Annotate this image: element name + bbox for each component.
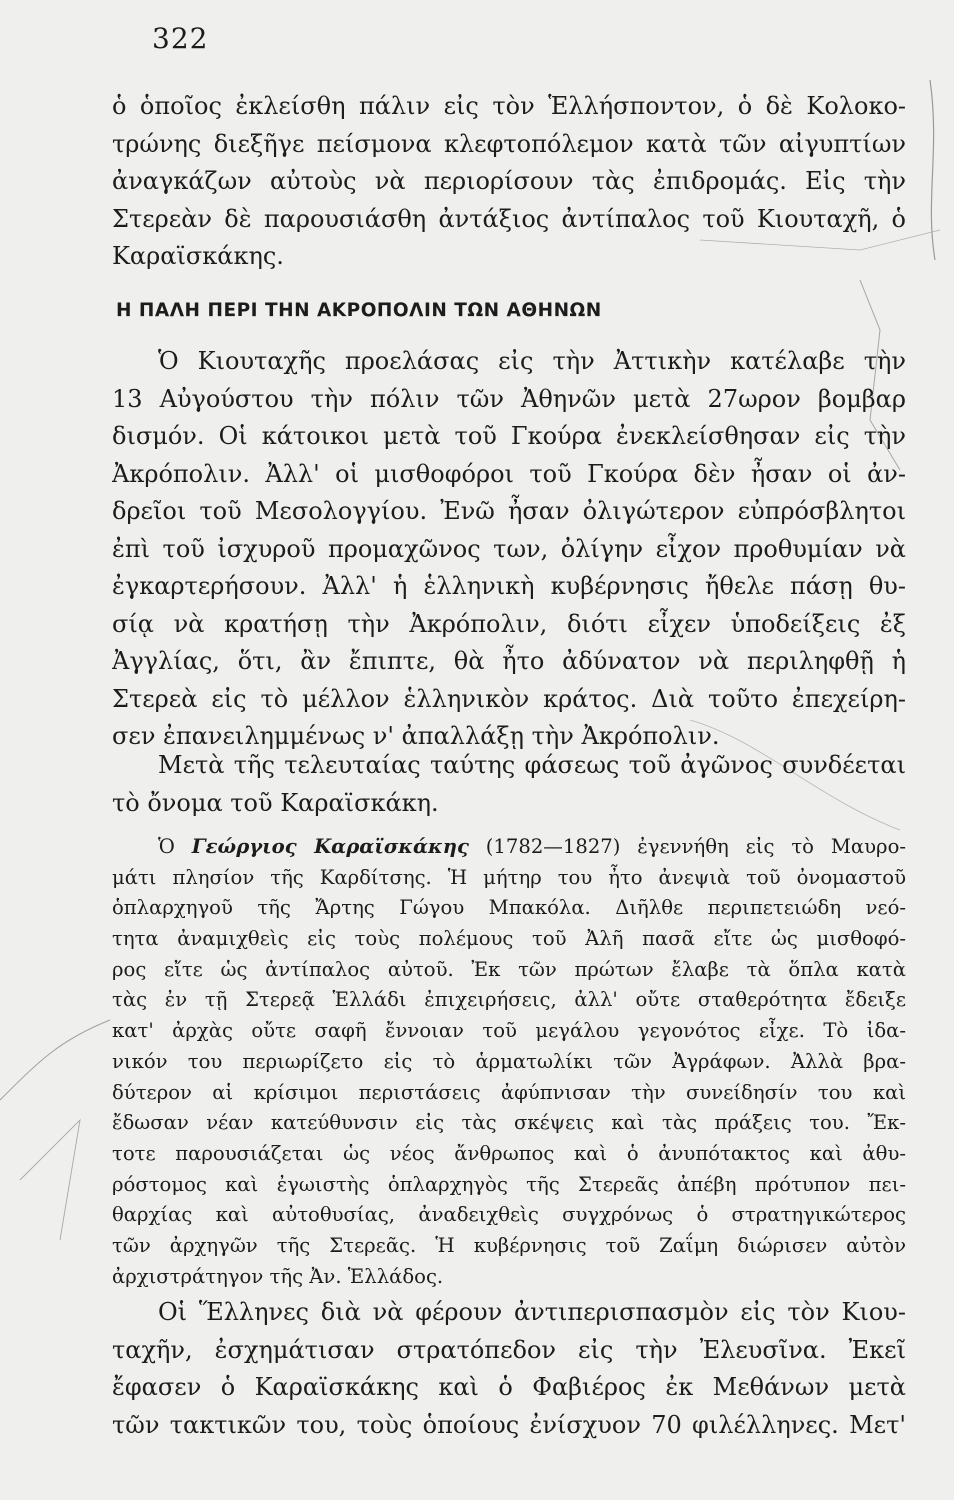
text-line: ἔδωσαν νέαν κατεύθυνσιν εἰς τὰς σκέψεις καὶ τὰς πράξεις του. Ἔκ- xyxy=(112,1111,906,1135)
text-line: ρος εἴτε ὡς ἀντίπαλος αὐτοῦ. Ἐκ τῶν πρώτων ἔλαβε τὰ ὅπλα κατὰ xyxy=(112,957,906,981)
text-line: μάτι πλησίον τῆς Καρδίτσης. Ἡ μήτηρ του ἦτο ἀνεψιὰ τοῦ ὀνομαστοῦ xyxy=(112,865,906,889)
text-line: Ἀκρόπολιν. Ἀλλ' οἱ μισθοφόροι τοῦ Γκούρα δὲν ἦσαν οἱ ἀν- xyxy=(112,459,906,488)
section-heading: Η ΠΑΛΗ ΠΕΡΙ ΤΗΝ ΑΚΡΟΠΟΛΙΝ ΤΩΝ ΑΘΗΝΩΝ xyxy=(116,300,602,321)
text-line: ρόστομος καὶ ἐγωιστὴς ὁπλαρχηγὸς τῆς Στερεᾶς ἀπέβη πρότυπον πει- xyxy=(112,1172,906,1196)
text-line: σίᾳ νὰ κρατήσῃ τὴν Ἀκρόπολιν, διότι εἶχεν ὑποδείξεις ἐξ xyxy=(112,609,906,638)
text-line: Στερεὰν δὲ παρουσιάσθη ἀντάξιος ἀντίπαλος τοῦ Κιουταχῆ, ὁ xyxy=(112,204,906,233)
text-line: ἀρχιστράτηγον τῆς Ἀν. Ἑλλάδος. xyxy=(112,1264,444,1288)
text-line: τρώνης διεξῆγε πείσμονα κλεφτοπόλεμον κατὰ τῶν αἰγυπτίων xyxy=(112,129,906,158)
page-number: 322 xyxy=(152,22,209,55)
text-line: ὁ ὁποῖος ἐκλείσθη πάλιν εἰς τὸν Ἑλλήσποντον, ὁ δὲ Κολοκο- xyxy=(112,92,906,120)
text-line: τῶν ἀρχηγῶν τῆς Στερεᾶς. Ἡ κυβέρνησις τοῦ Ζαΐμη διώρισεν αὐτὸν xyxy=(112,1233,906,1257)
text-line: ὁπλαρχηγοῦ τῆς Ἄρτης Γώγου Μπακόλα. Διῆλθε περιπετειώδη νεό- xyxy=(112,896,906,920)
text-line: δισμόν. Οἱ κάτοικοι μετὰ τοῦ Γκούρα ἐνεκλείσθησαν εἰς τὴν xyxy=(112,422,906,450)
text-line: ταχῆν, ἐσχημάτισαν στρατόπεδον εἰς τὴν Ἐλευσῖνα. Ἐκεῖ xyxy=(112,1335,906,1364)
text-line: τοτε παρουσιάζεται ὡς νέος ἄνθρωπος καὶ ὁ ἀνυπότακτος καὶ ἀθυ- xyxy=(112,1141,906,1165)
text-line: τητα ἀναμιχθεὶς εἰς τοὺς πολέμους τοῦ Ἀλῆ πασᾶ εἴτε ὡς μισθοφό- xyxy=(112,927,906,951)
text-line: Στερεὰ εἰς τὸ μέλλον ἑλληνικὸν κράτος. Διὰ τοῦτο ἐπεχείρη- xyxy=(112,684,906,713)
note-name: Γεώργιος Καραϊσκάκης xyxy=(191,835,469,858)
text-line: Ὁ Κιουταχῆς προελάσας εἰς τὴν Ἀττικὴν κατέλαβε τὴν xyxy=(158,347,906,375)
paragraph-4 xyxy=(112,1294,906,1444)
text-line: Καραϊσκάκης. xyxy=(112,242,284,270)
text-line: θαρχίας καὶ αὐτοθυσίας, ἀναδειχθεὶς συγχρόνως ὁ στρατηγικώτερος xyxy=(112,1203,906,1227)
text-line: τῶν τακτικῶν του, τοὺς ὁποίους ἐνίσχυον 70 φιλέλληνες. Μετ' xyxy=(112,1410,906,1439)
paragraph-1 xyxy=(112,88,906,276)
text-line: σεν ἐπανειλημμένως ν' ἀπαλλάξῃ τὴν Ἀκρόπολιν. xyxy=(112,722,720,750)
note-prefix: Ὁ xyxy=(158,835,192,858)
note-first-line xyxy=(112,832,906,863)
paragraph-2 xyxy=(112,343,906,756)
text-line: δύτερον αἱ κρίσιμοι περιστάσεις ἀφύπνισαν τὴν συνείδησίν του καὶ xyxy=(112,1080,906,1104)
text-line: κατ' ἀρχὰς οὔτε σαφῆ ἔννοιαν τοῦ μεγάλου γεγονότος εἶχε. Τὸ ἰδα- xyxy=(112,1019,906,1043)
text-line: ἀναγκάζων αὐτοὺς νὰ περιορίσουν τὰς ἐπιδρομάς. Εἰς τὴν xyxy=(112,167,906,195)
text-line: δρεῖοι τοῦ Μεσολογγίου. Ἐνῶ ἦσαν ὀλιγώτερον εὐπρόσβλητοι xyxy=(112,497,906,525)
paragraph-3 xyxy=(112,747,906,822)
text-line: 13 Αὐγούστου τὴν πόλιν τῶν Ἀθηνῶν μετὰ 27ωρον βομβαρ xyxy=(112,384,906,413)
text-line: Οἱ Ἕλληνες διὰ νὰ φέρουν ἀντιπερισπασμὸν εἰς τὸν Κιου- xyxy=(158,1298,906,1326)
text-line: ἐπὶ τοῦ ἰσχυροῦ προμαχῶνος των, ὀλίγην εἶχον προθυμίαν νὰ xyxy=(112,534,906,563)
note-first-text: (1782—1827) ἐγεννήθη εἰς τὸ Μαυρο- xyxy=(468,835,906,858)
text-line: ἔφασεν ὁ Καραϊσκάκης καὶ ὁ Φαβιέρος ἐκ Μεθάνων μετὰ xyxy=(112,1373,906,1401)
text-line: τὸ ὄνομα τοῦ Καραϊσκάκη. xyxy=(112,788,439,817)
text-line: τὰς ἐν τῇ Στερεᾷ Ἑλλάδι ἐπιχειρήσεις, ἀλλ' οὔτε σταθερότητα ἔδειξε xyxy=(112,988,906,1012)
text-line: Ἀγγλίας, ὅτι, ἂν ἔπιπτε, θὰ ἦτο ἀδύνατον νὰ περιληφθῇ ἡ xyxy=(112,647,906,675)
text-line: ἐγκαρτερήσουν. Ἀλλ' ἡ ἑλληνικὴ κυβέρνησις ἤθελε πάσῃ θυ- xyxy=(112,572,906,600)
biographical-note xyxy=(112,832,906,1292)
text-line: Μετὰ τῆς τελευταίας ταύτης φάσεως τοῦ ἀγῶνος συνδέεται xyxy=(158,751,906,779)
text-line: νικόν του περιωρίζετο εἰς τὸ ἁρματωλίκι τῶν Ἀγράφων. Ἀλλὰ βρα- xyxy=(112,1049,906,1073)
